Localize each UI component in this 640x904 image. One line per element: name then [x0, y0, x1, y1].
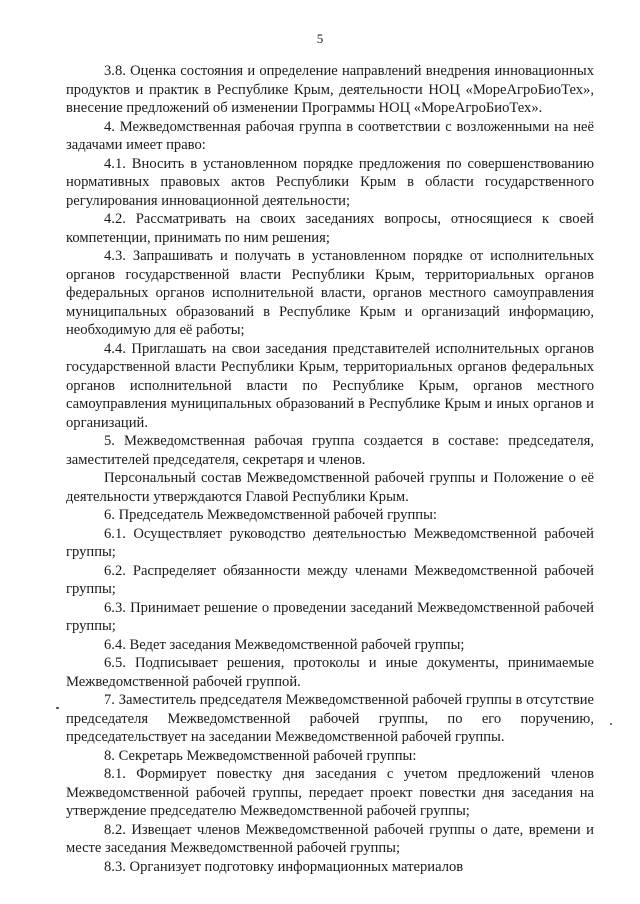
paragraph-4-2: 4.2. Рассматривать на своих заседаниях вопросы, относящиеся к своей компетенции, принимать по ним решения;	[66, 211, 594, 246]
paragraph-6-5: 6.5. Подписывает решения, протоколы и иные документы, принимаемые Межведомственной рабочей группой.	[66, 655, 594, 690]
paragraph-6: 6. Председатель Межведомственной рабочей группы:	[104, 507, 437, 523]
paragraph-6-2: 6.2. Распределяет обязанности между членами Межведомственной рабочей группы;	[66, 562, 594, 597]
paragraph-4: 4. Межведомственная рабочая группа в соответствии с возложенными на неё задачами имеет право:	[66, 118, 594, 153]
scan-speck-right	[610, 723, 612, 725]
paragraph-6-1: 6.1. Осуществляет руководство деятельностью Межведомственной рабочей группы;	[66, 525, 594, 560]
paragraph-personal-composition: Персональный состав Межведомственной рабочей группы и Положение о её деятельности утверждаются Главой Республики Крым.	[66, 470, 594, 505]
paragraph-4-1: 4.1. Вносить в установленном порядке предложения по совершенствованию нормативных правовых актов Республики Крым в области государственного регулирования инновационной деятельности;	[66, 155, 594, 209]
paragraph-8: 8. Секретарь Межведомственной рабочей группы:	[104, 747, 417, 764]
paragraph-3-8: 3.8. Оценка состояния и определение направлений внедрения инновационных продуктов и практик в Республике Крым, деятельности НОЦ «МореАгроБиоТех», внесение предложений об изменении Программы НОЦ «МореАгроБиоТех».	[66, 63, 594, 116]
paragraph-8-2: 8.2. Извещает членов Межведомственной рабочей группы о дате, времени и месте заседания Межведомственной рабочей группы;	[66, 821, 594, 856]
paragraph-8-3: 8.3. Организует подготовку информационных материалов	[104, 858, 464, 875]
paragraph-7: 7. Заместитель председателя Межведомственной рабочей группы в отсутствие председателя Межведомственной рабочей группы, по его поручению, председательствует на заседании Межведомственной рабочей группы.	[66, 692, 594, 745]
paragraph-6-4: 6.4. Ведет заседания Межведомственной рабочей группы;	[104, 636, 465, 653]
paragraph-5: 5. Межведомственная рабочая группа создается в составе: председателя, заместителей председателя, секретаря и членов.	[66, 433, 594, 468]
scan-speck-left	[56, 707, 59, 709]
document-body	[66, 62, 594, 876]
paragraph-4-3: 4.3. Запрашивать и получать в установленном порядке от исполнительных органов государственной власти Республики Крым, территориальных органов федеральных органов исполнительной власти, органов местного самоуправления муниципальных образований в Республике Крым и организаций информацию, необходимую для её работы;	[66, 248, 594, 338]
paragraph-4-4: 4.4. Приглашать на свои заседания представителей исполнительных органов государственной власти Республики Крым, территориальных органов федеральных органов исполнительной власти по Республике Крым, органов местного самоуправления муниципальных образований в Республике Крым и иных органов и организаций.	[66, 340, 594, 431]
paragraph-8-1: 8.1. Формирует повестку дня заседания с учетом предложений членов Межведомственной рабочей группы, передает проект повестки дня заседания на утверждение председателю Межведомственной рабочей группы;	[66, 766, 594, 819]
page-number: 5	[316, 31, 324, 46]
paragraph-6-3: 6.3. Принимает решение о проведении заседаний Межведомственной рабочей группы;	[66, 599, 594, 634]
